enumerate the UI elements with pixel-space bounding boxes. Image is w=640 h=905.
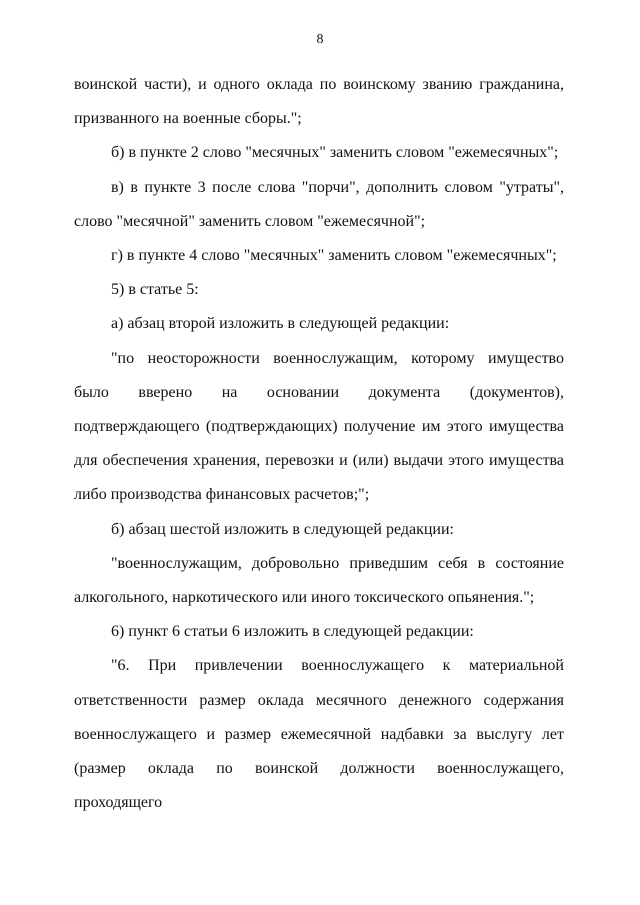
paragraph-item-a: а) абзац второй изложить в следующей редакции: [111, 315, 450, 333]
document-body [74, 68, 564, 820]
paragraph-quote-negligence: "по неосторожности военнослужащим, которому имущество было вверено на основании документа (документов), подтверждающего (подтверждающих) получение им этого имущества для обеспечения хранения, перевозки и (или) выдачи этого имущества либо производства финансовых расчетов;"; [74, 349, 564, 504]
paragraph-item-6: 6) пункт 6 статьи 6 изложить в следующей редакции: [111, 623, 474, 641]
paragraph-item-b: б) в пункте 2 слово "месячных" заменить словом "ежемесячных"; [111, 144, 559, 162]
paragraph-item-b-second: б) абзац шестой изложить в следующей редакции: [111, 520, 454, 538]
paragraph-continuation: воинской части), и одного оклада по воинскому званию гражданина, призванного на военные сборы."; [74, 76, 564, 128]
paragraph-item-g: г) в пункте 4 слово "месячных" заменить словом "ежемесячных"; [111, 247, 557, 265]
page-number: 8 [316, 32, 324, 47]
paragraph-article-5: 5) в статье 5: [111, 281, 199, 299]
paragraph-quote-intoxication: "военнослужащим, добровольно приведшим себя в состояние алкогольного, наркотического или иного токсического опьянения."; [74, 554, 564, 607]
paragraph-quote-point-6: "6. При привлечении военнослужащего к материальной ответственности размер оклада месячного денежного содержания военнослужащего и размер ежемесячной надбавки за выслугу лет (размер оклада по воинской должности военнослужащего, проходящего [74, 657, 564, 812]
paragraph-item-v: в) в пункте 3 после слова "порчи", дополнить словом "утраты", слово "месячной" заменить словом "ежемесячной"; [74, 178, 564, 230]
